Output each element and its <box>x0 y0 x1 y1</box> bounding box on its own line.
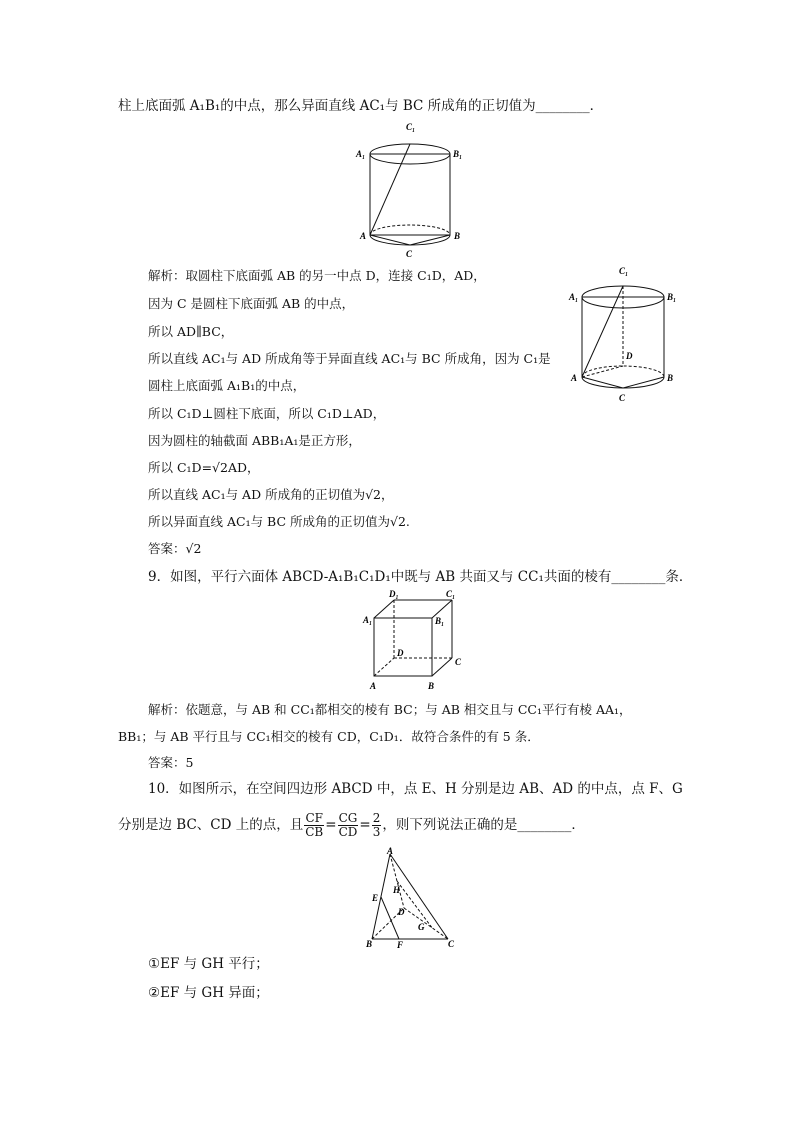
frac-den: CD <box>338 825 358 840</box>
frac-den: CB <box>305 825 324 840</box>
answer-8: 答案：√2 <box>148 541 202 556</box>
label-A: A <box>360 231 367 241</box>
solution-line-10: 所以异面直线 AC₁与 BC 所成角的正切值为√2. <box>148 514 410 529</box>
fraction-cg-cd <box>338 812 359 839</box>
label-D: D <box>397 648 404 658</box>
label-C: C <box>406 249 413 259</box>
frac-num: CG <box>338 811 358 825</box>
solution-9-line-1: 解析：依题意，与 AB 和 CC₁都相交的棱有 BC；与 AB 相交且与 CC₁平行有棱 AA₁， <box>148 702 632 717</box>
label-A1: A₁ <box>363 615 373 625</box>
label-B: B <box>428 681 435 691</box>
fraction-two-thirds <box>372 812 382 839</box>
label-B1: B₁ <box>453 149 463 159</box>
label-A: A <box>370 681 377 691</box>
label-C: C <box>619 393 626 403</box>
solution-line-8: 所以 C₁D=√2AD， <box>148 460 260 475</box>
solution-9-line-2: BB₁；与 AB 平行且与 CC₁相交的棱有 CD，C₁D₁．故符合条件的有 5 条． <box>118 729 540 744</box>
solution-line-1: 解析：取圆柱下底面弧 AB 的另一中点 D，连接 C₁D，AD， <box>148 268 486 283</box>
label-H: H <box>393 885 401 895</box>
label-B1: B₁ <box>435 616 445 626</box>
option-2: ②EF 与 GH 异面； <box>148 985 269 1001</box>
label-A1: A₁ <box>569 292 579 302</box>
label-C: C <box>448 939 455 949</box>
problem-8-continuation: 柱上底面弧 A₁B₁的中点，那么异面直线 AC₁与 BC 所成角的正切值为________． <box>118 98 604 114</box>
fraction-cf-cb <box>304 812 324 839</box>
label-B: B <box>454 231 461 241</box>
label-F: F <box>397 940 404 950</box>
label-C: C <box>455 657 462 667</box>
frac-num: CF <box>305 811 323 825</box>
label-G: G <box>418 922 425 932</box>
label-C1: C₁ <box>406 122 416 132</box>
equals-sign: = <box>359 817 371 834</box>
answer-9: 答案：5 <box>148 755 194 770</box>
label-B: B <box>366 939 373 949</box>
frac-den: 3 <box>372 825 381 840</box>
label-A1: A₁ <box>356 149 366 159</box>
solution-line-3: 所以 AD∥BC， <box>148 324 234 339</box>
quadrilateral-figure <box>362 846 462 950</box>
parallelepiped-figure <box>362 590 472 695</box>
label-D: D <box>626 351 633 361</box>
solution-line-7: 因为圆柱的轴截面 ABB₁A₁是正方形， <box>148 433 361 448</box>
frac-num: 2 <box>372 811 381 825</box>
solution-line-5: 圆柱上底面弧 A₁B₁的中点， <box>148 378 306 393</box>
solution-line-4: 所以直线 AC₁与 AD 所成角等于异面直线 AC₁与 BC 所成角，因为 C₁是 <box>148 351 551 366</box>
label-B: B <box>667 373 674 383</box>
equals-sign: = <box>325 817 337 834</box>
label-C1: C₁ <box>446 589 456 599</box>
solution-line-9: 所以直线 AC₁与 AD 所成角的正切值为√2， <box>148 487 394 502</box>
label-E: E <box>372 893 379 903</box>
solution-line-6: 所以 C₁D⊥圆柱下底面，所以 C₁D⊥AD， <box>148 406 386 421</box>
problem-10-text-pre: 分别是边 BC、CD 上的点，且 <box>118 817 304 834</box>
problem-9: 9．如图，平行六面体 ABCD-A₁B₁C₁D₁中既与 AB 共面又与 CC₁共面的棱有________条． <box>148 569 693 585</box>
problem-10-text-post: ，则下列说法正确的是________． <box>382 817 585 834</box>
label-A: A <box>387 846 394 856</box>
solution-line-2: 因为 C 是圆柱下底面弧 AB 的中点， <box>148 296 355 311</box>
label-A: A <box>571 373 578 383</box>
label-C1: C₁ <box>619 266 629 276</box>
label-D1: D₁ <box>389 589 399 599</box>
label-B1: B₁ <box>667 292 677 302</box>
option-1: ①EF 与 GH 平行； <box>148 956 269 972</box>
label-D: D <box>398 907 405 917</box>
cylinder-figure-2 <box>566 263 686 405</box>
cylinder-figure-1 <box>350 118 470 258</box>
problem-10-line-1: 10．如图所示，在空间四边形 ABCD 中，点 E、H 分别是边 AB、AD 的中点，点 F、G <box>148 781 683 797</box>
problem-10-line-2 <box>118 812 585 839</box>
